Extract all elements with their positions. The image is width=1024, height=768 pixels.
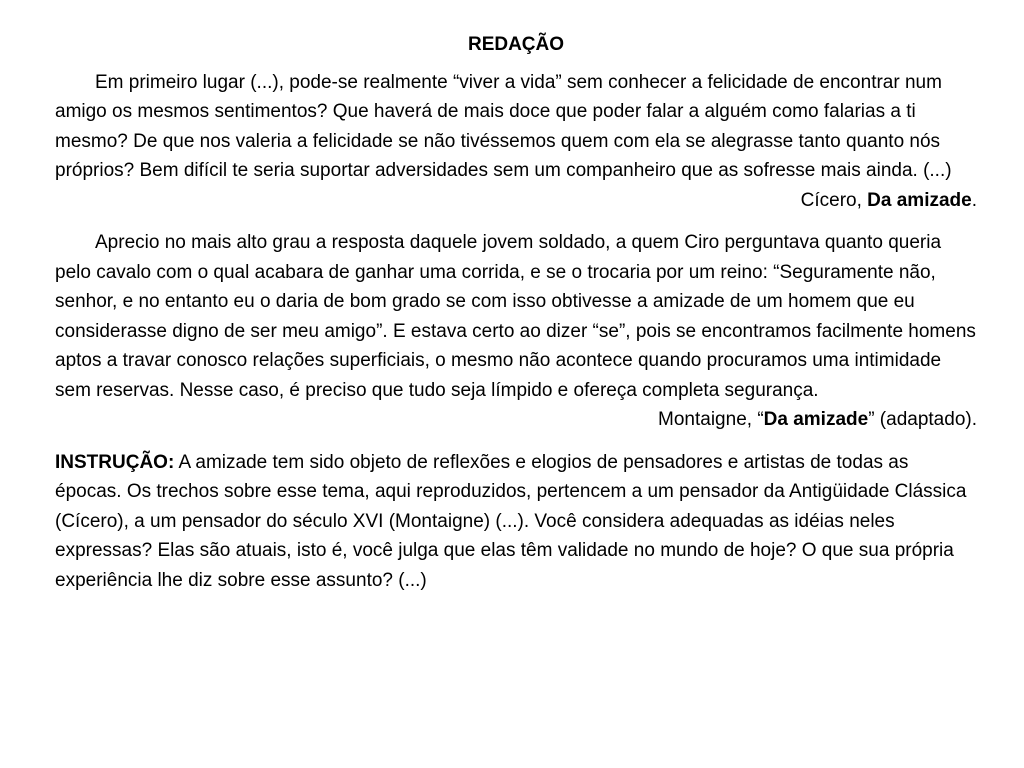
instruction-label: INSTRUÇÃO: [55,451,175,473]
attribution-work: Da amizade [763,409,869,430]
instruction-text: A amizade tem sido objeto de reflexões e elogios de pensadores e artistas de todas as épocas. Os trechos sobre esse tema, aqui reproduzidos, pertencem a um pensador da Antigüidade Clássica (Cícero), a um pensador do século XVI (Montaigne) (...). Você considera adequadas as idéias neles expressas? Elas são atuais, isto é, você julga que elas têm validade no mundo de hoje? O que sua própria experiência lhe diz sobre esse assunto? (...) [55,451,967,591]
attribution-work: Da amizade [867,189,972,211]
instruction-paragraph [55,448,977,596]
attribution-author: Montaigne, “ [658,409,764,430]
excerpt-cicero-text: Em primeiro lugar (...), pode-se realmente “viver a vida” sem conhecer a felicidade de encontrar num amigo os mesmos sentimentos? Que haverá de mais doce que poder falar a alguém como falarias a ti mesmo? De que nos valeria a felicidade se não tivéssemos quem com ela se alegrasse tanto quanto nós próprios? Bem difícil te seria suportar adversidades sem um companheiro que as sofresse mais ainda. (...) [55,71,952,181]
attribution-suffix: . [971,189,977,211]
attribution-suffix: ” (adaptado). [868,409,977,430]
attribution-author: Cícero, [800,189,868,211]
document-title: REDAÇÃO [467,34,565,55]
excerpt-cicero-attribution [55,186,977,216]
document-page [55,30,977,595]
excerpt-montaigne-attribution [55,405,977,435]
excerpt-montaigne-text: Aprecio no mais alto grau a resposta daquele jovem soldado, a quem Ciro perguntava quanto queria pelo cavalo com o qual acabara de ganhar uma corrida, e se o trocaria por um reino: “Seguramente não, senhor, e no entanto eu o daria de bom grado se com isso obtivesse a amizade de um homem que eu considerasse digno de ser meu amigo”. E estava certo ao dizer “se”, pois se encontramos facilmente homens aptos a travar conosco relações superficiais, o mesmo não acontece quando procuramos uma intimidade sem reservas. Nesse caso, é preciso que tudo seja límpido e ofereça completa segurança. [55,232,976,401]
